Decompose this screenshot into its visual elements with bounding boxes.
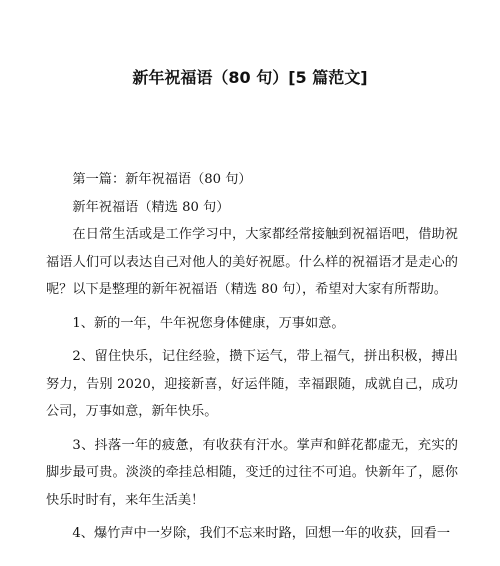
wish-item-1: 1、新的一年，牛年祝您身体健康，万事如意。	[72, 315, 345, 331]
wish-item-3: 3、抖落一年的疲惫，有收获有汗水。掌声和鲜花都虚无，充实的脚步最可贵。淡淡的牵挂总相随，变迁的过往不可追。快新年了，愿你快乐时时有，来年生活美！	[46, 437, 458, 508]
wish-item-4: 4、爆竹声中一岁除，我们不忘来时路，回想一年的收获，回看一	[72, 526, 451, 541]
document-title: 新年祝福语（80 句）[5 篇范文]	[132, 68, 368, 87]
document-body	[46, 166, 458, 554]
wish-item-2: 2、留住快乐，记住经验，攒下运气，带上福气，拼出积极，搏出努力，告别 2020，迎接新喜，好运伴随，幸福跟随，成就自己，成功公司，万事如意，新年快乐。	[46, 349, 458, 419]
subtitle: 新年祝福语（精选 80 句）	[72, 199, 230, 215]
intro-paragraph: 在日常生活或是工作学习中，大家都经常接触到祝福语吧，借助祝福语人们可以表达自己对他人的美好祝愿。什么样的祝福语才是走心的呢？以下是整理的新年祝福语（精选 80 句），希望对大家有所帮助。	[46, 227, 458, 297]
section-heading: 第一篇：新年祝福语（80 句）	[72, 172, 252, 187]
